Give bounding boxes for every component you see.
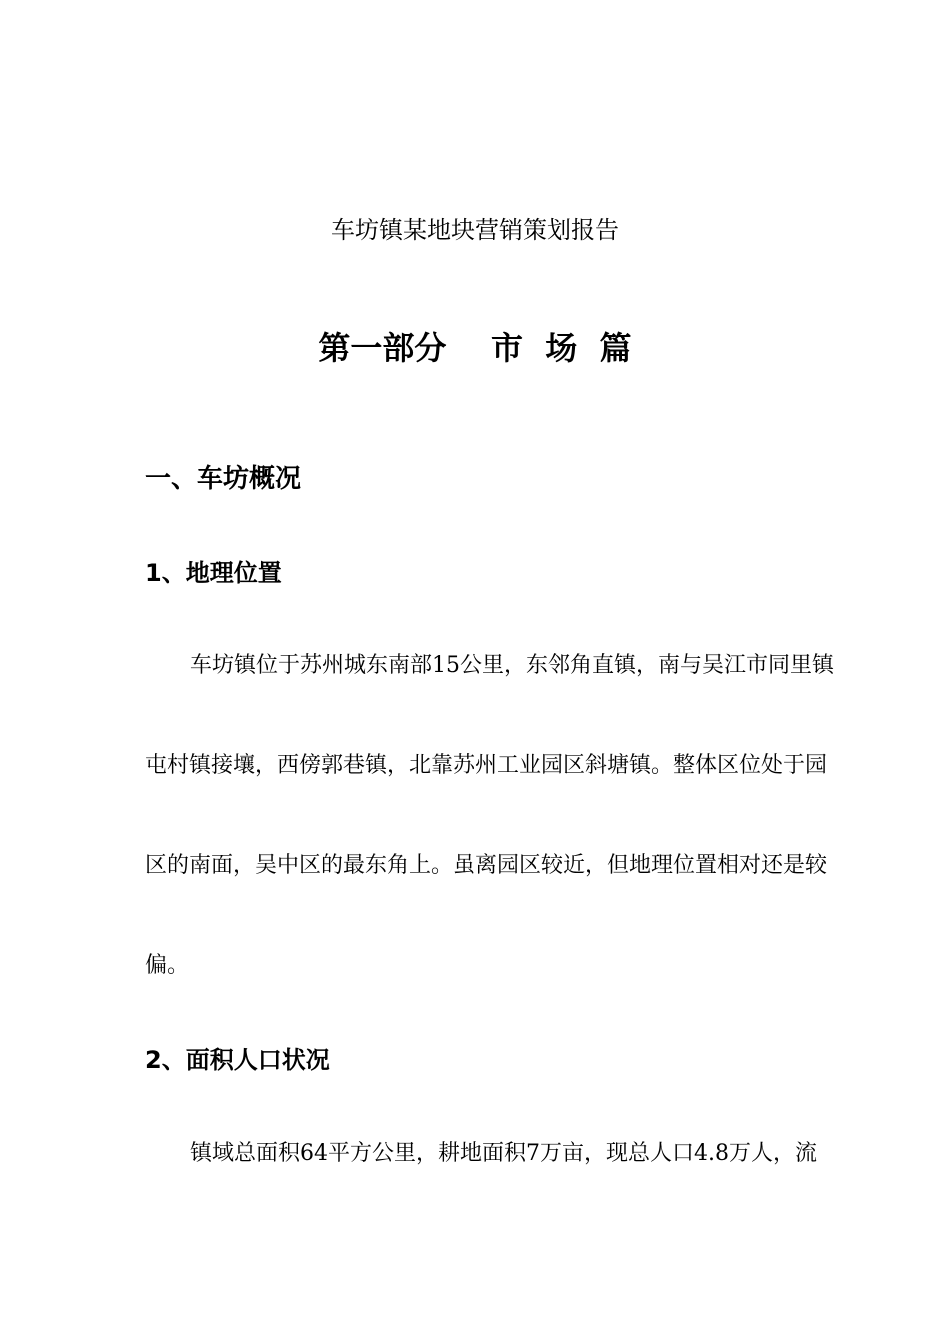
paragraph-line: 区的南面，吴中区的最东角上。虽离园区较近，但地理位置相对还是较 [145,853,828,878]
subsection-heading-location: 1、地理位置 [145,559,282,587]
paragraph-line: 车坊镇位于苏州城东南部15公里，东邻角直镇，南与吴江市同里镇 [190,653,834,678]
paragraph-line: 偏。 [145,953,190,978]
paragraph-line: 屯村镇接壤，西傍郭巷镇，北靠苏州工业园区斜塘镇。整体区位处于园 [145,753,828,778]
paragraph-line: 镇域总面积64平方公里，耕地面积7万亩，现总人口4.8万人，流 [190,1141,817,1166]
document-title: 车坊镇某地块营销策划报告 [331,216,619,244]
subsection-heading-area-population: 2、面积人口状况 [145,1046,330,1074]
section-heading-overview: 一、车坊概况 [145,464,302,494]
part-title: 第一部分 市 场 篇 [318,329,632,367]
